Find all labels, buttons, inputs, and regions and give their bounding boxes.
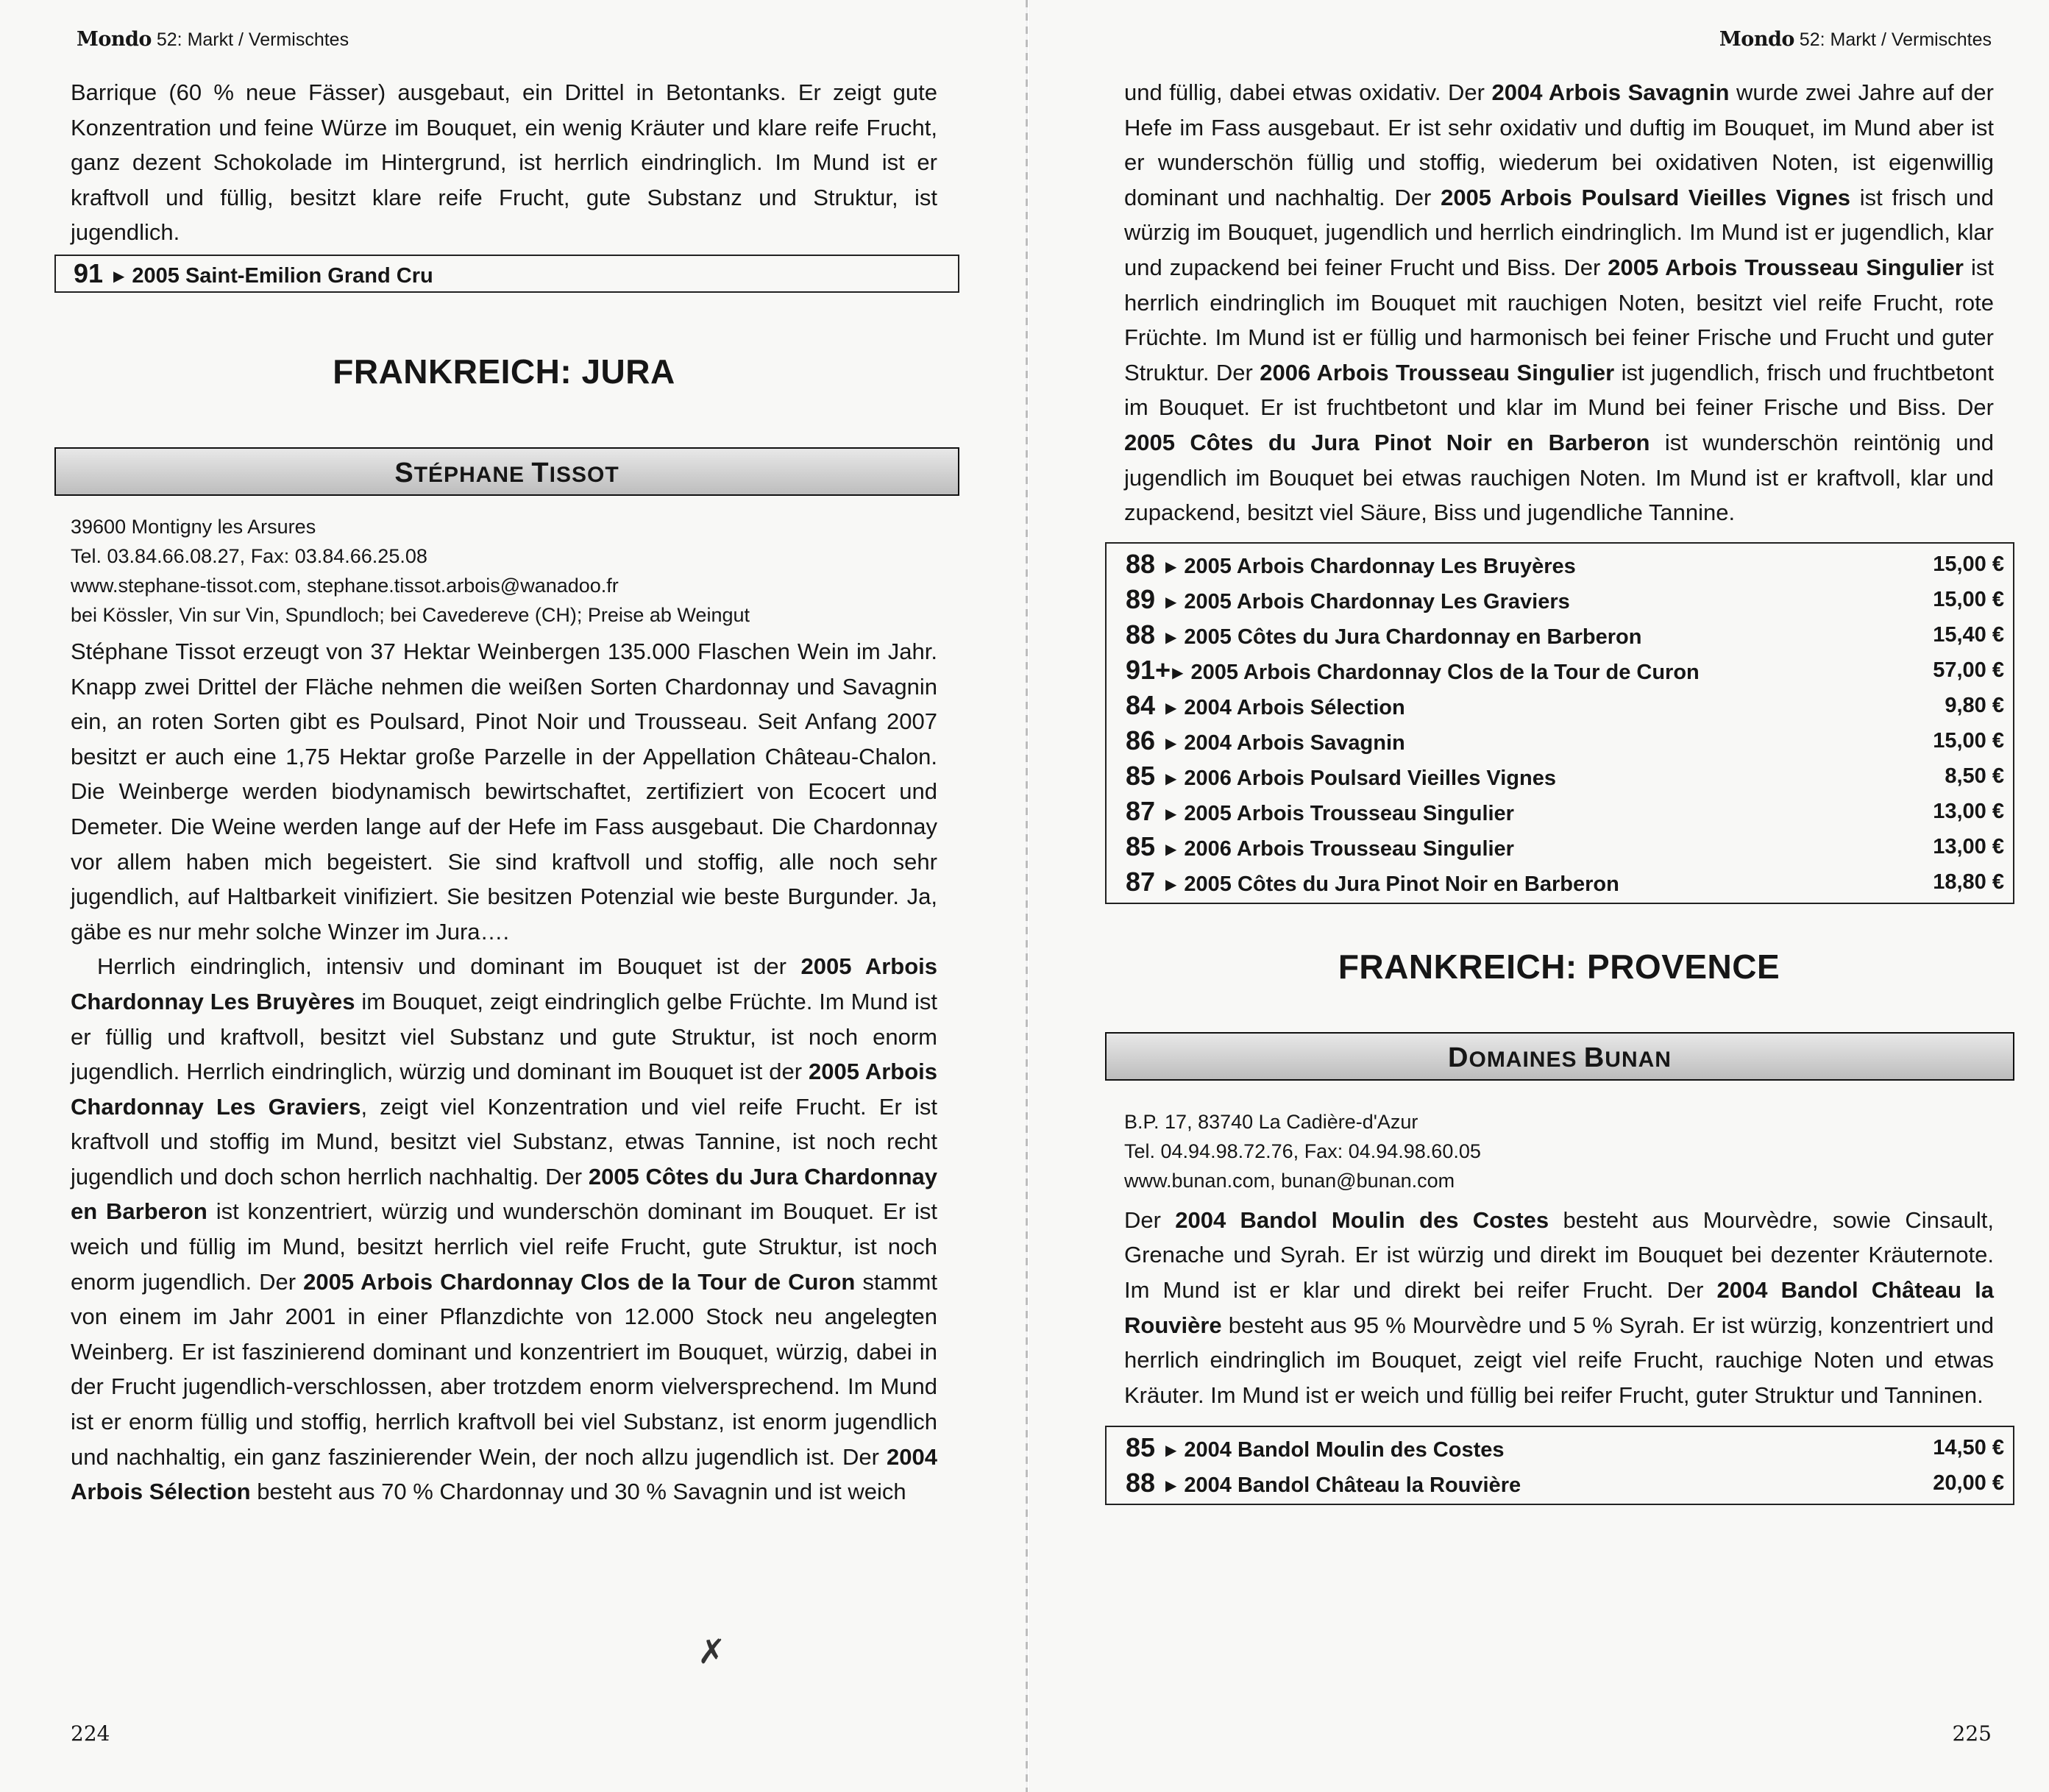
price: 15,40 €	[1933, 622, 2004, 647]
intro-paragraph: Barrique (60 % neue Fässer) ausgebaut, ein Drittel in Betontanks. Er zeigt gute Konzentration und feine Würze im Bouquet, ein wenig Kräuter und klare reife Frucht, ganz dezent Schokolade im Hintergrund, ist herrlich eindringlich. Im Mund ist er kraftvoll und füllig, besitzt klare reife Frucht, gute Substanz und Struktur, ist jugendlich.	[71, 79, 937, 246]
region-heading: FRANKREICH: PROVENCE	[1338, 947, 1780, 986]
address-line: Tel. 03.84.66.08.27, Fax: 03.84.66.25.08	[71, 544, 427, 567]
score-row	[74, 256, 958, 291]
score: 85	[1126, 760, 1156, 791]
brand-logo: Mondo	[77, 28, 152, 51]
left-column	[71, 75, 937, 1510]
score-row	[1126, 617, 2013, 653]
wine-name: 2005 Arbois Chardonnay Les Bruyères	[1184, 554, 1576, 578]
score: 88	[1126, 1468, 1156, 1498]
header-section: 52: Markt / Vermischtes	[156, 29, 349, 50]
score: 91	[74, 257, 104, 288]
score-row	[1126, 829, 2013, 864]
header-section: 52: Markt / Vermischtes	[1799, 29, 1992, 50]
arrow-icon: ▶	[1172, 664, 1184, 681]
arrow-icon: ▶	[113, 268, 125, 285]
score-row	[1126, 1465, 2013, 1501]
right-column	[1124, 75, 2004, 1505]
price: 15,00 €	[1933, 728, 2004, 753]
binding-stitch	[1026, 0, 1028, 1792]
score-table	[1105, 1426, 2014, 1505]
tasting-paragraph: Der 2004 Bandol Moulin des Costes besteht aus Mourvèdre, sowie Cinsault, Grenache und Syrah. Er ist würzig und direkt im Bouquet bei dezenter Kräuternote. Im Mund ist er klar und direkt bei reifer Frucht. Der 2004 Bandol Château la Rouvière besteht aus 95 % Mourvèdre und 5 % Syrah. Er ist würzig, konzentriert und herrlich eindringlich im Bouquet, zeigt viel reife Frucht, rauchige Noten und etwas Kräuter. Im Mund ist er weich und füllig bei reifer Frucht, guter Struktur und Tanninen.	[1124, 1206, 1994, 1408]
address-line: Tel. 04.94.98.72.76, Fax: 04.94.98.60.05	[1124, 1139, 1481, 1162]
arrow-icon: ▶	[1165, 558, 1177, 575]
tasting-paragraph: Herrlich eindringlich, intensiv und dominant im Bouquet ist der 2005 Arbois Chardonnay Les Bruyères im Bouquet, zeigt eindringlich gelbe Früchte. Im Mund ist er füllig und kraftvoll, besitzt viel Substanz und gute Struktur, ist noch enorm jugendlich. Herrlich eindringlich, würzig und dominant im Bouquet ist der 2005 Arbois Chardonnay Les Graviers, zeigt viel Konzentration und viel reife Frucht. Er ist kraftvoll und stoffig im Mund, besitzt viel Substanz, etwas Tannine, ist noch recht jugendlich und doch schon herrlich nachhaltig. Der 2005 Côtes du Jura Chardonnay en Barberon ist konzentriert, würzig und wunderschön dominant im Bouquet. Er ist weich und füllig im Mund, besitzt herrlich viel reife Frucht, gute Struktur, ist noch enorm jugendlich. Der 2005 Arbois Chardonnay Clos de la Tour de Curon stammt von einem im Jahr 2001 in einer Pflanzdichte von 12.000 Stock neu angelegten Weinberg. Er ist faszinierend dominant und konzentriert im Bouquet, würzig, dabei in der Frucht jugendlich-verschlossen, aber trotzdem enorm vielversprechend. Im Mund ist er enorm füllig und stoffig, herrlich kraftvoll bei viel Substanz, ist enorm jugendlich und nachhaltig, ein ganz faszinierender Wein, der noch allzu jugendlich ist. Der 2004 Arbois Sélection besteht aus 70 % Chardonnay und 30 % Savagnin und ist weich	[71, 953, 937, 1505]
arrow-icon: ▶	[1165, 1443, 1177, 1459]
wine-name: 2004 Bandol Château la Rouvière	[1184, 1473, 1521, 1498]
brand-logo: Mondo	[1719, 28, 1794, 51]
score-row	[1126, 864, 2013, 900]
address-line: www.bunan.com, bunan@bunan.com	[1124, 1169, 1455, 1192]
producer-address	[71, 512, 937, 630]
price: 15,00 €	[1933, 587, 2004, 611]
score: 85	[1126, 1432, 1156, 1463]
price: 57,00 €	[1933, 658, 2004, 682]
price: 15,00 €	[1933, 552, 2004, 576]
price: 14,50 €	[1933, 1436, 2004, 1460]
running-header	[1719, 28, 1992, 51]
tasting-paragraph: und füllig, dabei etwas oxidativ. Der 2004 Arbois Savagnin wurde zwei Jahre auf der Hefe im Fass ausgebaut. Er ist sehr oxidativ und duftig im Bouquet, im Mund aber ist er wunderschön füllig und stoffig, wiederum bei oxidativen Noten, ist eigenwillig dominant und nachhaltig. Der 2005 Arbois Poulsard Vieilles Vignes ist frisch und würzig im Bouquet, jugendlich und herrlich eindringlich. Im Mund ist er jugendlich, klar und zupackend bei feiner Frucht und Biss. Der 2005 Arbois Trousseau Singulier ist herrlich eindringlich im Bouquet mit rauchigen Noten, besitzt viel reife Frucht, rote Früchte. Im Mund ist er füllig und harmonisch bei feiner Frische und Frucht und guter Struktur. Der 2006 Arbois Trousseau Singulier ist jugendlich, frisch und fruchtbetont im Bouquet. Er ist fruchtbetont und klar im Mund bei feiner Frische und Biss. Der 2005 Côtes du Jura Pinot Noir en Barberon ist wunderschön reintönig und jugendlich im Bouquet bei etwas rauchigen Noten. Im Mund ist er kraftvoll, klar und zupackend, besitzt viel Säure, Biss und jugendliche Tannine.	[1124, 79, 1995, 526]
page-number: 225	[1952, 1721, 1992, 1746]
wine-name: 2005 Saint-Emilion Grand Cru	[132, 263, 433, 288]
arrow-icon: ▶	[1165, 876, 1177, 893]
right-page	[1030, 0, 2049, 1792]
score-row	[1126, 1430, 2013, 1465]
score: 87	[1126, 795, 1156, 826]
region-heading: FRANKREICH: JURA	[333, 352, 675, 391]
address-line: www.stephane-tissot.com, stephane.tissot.arbois@wanadoo.fr	[71, 574, 619, 597]
producer-paragraph: Stéphane Tissot erzeugt von 37 Hektar Weinbergen 135.000 Flaschen Wein im Jahr. Knapp zwei Drittel der Fläche nehmen die weißen Sorten Chardonnay und Savagnin ein, an roten Sorten gibt es Poulsard, Pinot Noir und Trousseau. Seit Anfang 2007 besitzt er auch eine 1,75 Hektar große Parzelle in der Appellation Château-Chalon. Die Weinberge werden biodynamisch bewirtschaftet, zertifiziert von Ecocert und Demeter. Die Weine werden lange auf der Hefe im Fass ausgebaut. Die Chardonnay vor allem haben mich begeistert. Sie sind kraftvoll und stoffig, alle noch sehr jugendlich, auf Haltbarkeit vinifiziert. Sie besitzen Potenzial wie beste Burgunder. Ja, gäbe es nur mehr solche Winzer im Jura….	[71, 638, 937, 945]
wine-name: 2005 Arbois Trousseau Singulier	[1184, 801, 1514, 825]
score: 88	[1126, 548, 1156, 579]
arrow-icon: ▶	[1165, 841, 1177, 858]
wine-name: 2005 Côtes du Jura Pinot Noir en Barberon	[1184, 872, 1619, 896]
score: 87	[1126, 866, 1156, 897]
address-line: 39600 Montigny les Arsures	[71, 515, 316, 538]
price: 13,00 €	[1933, 799, 2004, 823]
score: 91+	[1126, 654, 1171, 685]
score: 89	[1126, 583, 1156, 614]
score-row	[1126, 653, 2013, 688]
wine-name: 2004 Bandol Moulin des Costes	[1184, 1438, 1505, 1462]
score-row	[1126, 547, 2013, 582]
score-box	[54, 255, 959, 293]
wine-name: 2005 Côtes du Jura Chardonnay en Barberon	[1184, 625, 1642, 649]
wine-name: 2005 Arbois Chardonnay Clos de la Tour de Curon	[1190, 660, 1700, 684]
wine-name: 2006 Arbois Poulsard Vieilles Vignes	[1184, 766, 1556, 790]
price: 9,80 €	[1945, 693, 2004, 717]
score: 84	[1126, 689, 1156, 720]
price: 20,00 €	[1933, 1471, 2004, 1496]
price: 18,80 €	[1933, 870, 2004, 894]
score: 85	[1126, 831, 1156, 861]
address-line: B.P. 17, 83740 La Cadière-d'Azur	[1124, 1110, 1418, 1133]
running-header	[77, 28, 349, 51]
price: 8,50 €	[1945, 764, 2004, 788]
wine-name: 2004 Arbois Savagnin	[1184, 730, 1405, 755]
score-table	[1105, 542, 2014, 904]
arrow-icon: ▶	[1165, 735, 1177, 752]
arrow-icon: ▶	[1165, 1478, 1177, 1495]
pen-mark: ✗	[697, 1632, 726, 1671]
wine-name: 2006 Arbois Trousseau Singulier	[1184, 836, 1514, 861]
score-row	[1126, 723, 2013, 758]
address-line: bei Kössler, Vin sur Vin, Spundloch; bei Cavedereve (CH); Preise ab Weingut	[71, 603, 750, 626]
arrow-icon: ▶	[1165, 770, 1177, 787]
arrow-icon: ▶	[1165, 594, 1177, 611]
price: 13,00 €	[1933, 834, 2004, 858]
producer-address	[1124, 1107, 1994, 1195]
arrow-icon: ▶	[1165, 629, 1177, 646]
score: 88	[1126, 619, 1156, 650]
arrow-icon: ▶	[1165, 700, 1177, 717]
score-row	[1126, 582, 2013, 617]
score-row	[1126, 794, 2013, 829]
score: 86	[1126, 725, 1156, 755]
left-page	[0, 0, 1024, 1792]
score-row	[1126, 758, 2013, 794]
score-row	[1126, 688, 2013, 723]
producer-heading: DOMAINES BUNAN	[1105, 1032, 2014, 1081]
page-number: 224	[71, 1721, 110, 1746]
wine-name: 2005 Arbois Chardonnay Les Graviers	[1184, 589, 1570, 614]
wine-name: 2004 Arbois Sélection	[1184, 695, 1405, 719]
producer-heading: STÉPHANE TISSOT	[54, 447, 959, 496]
arrow-icon: ▶	[1165, 806, 1177, 822]
